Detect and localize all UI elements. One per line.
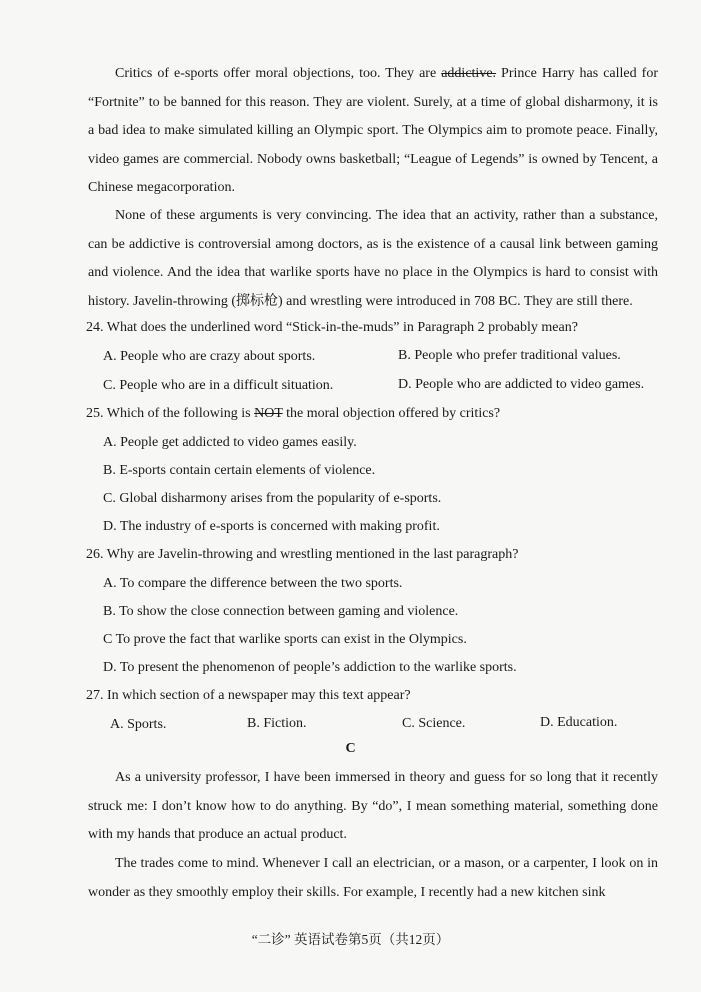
question-26-stem: 26. Why are Javelin-throwing and wrestling mentioned in the last paragraph? [86,547,519,562]
question-24-stem: 24. What does the underlined word “Stick-in-the-muds” in Paragraph 2 probably mean? [86,320,578,335]
q25-option-a: A. People get addicted to video games easily. [103,435,357,450]
q25-option-b: B. E-sports contain certain elements of violence. [103,463,376,478]
q24-option-d: D. People who are addicted to video games. [398,377,645,392]
q24-option-a: A. People who are crazy about sports. [103,349,316,364]
paragraph-text: Prince Harry has called for “Fortnite” to be banned for this reason. They are violent. Surely, at a time of global disharmony, it is a bad idea to make simulated killing an Olympic sport. The Olympics aim to promote peace. Finally, video games are commercial. Nobody owns basketball; “League of Legends” is owned by Tencent, a Chinese megacorporation. [88,66,658,196]
struck-word: NOT [254,406,283,421]
q25-option-d: D. The industry of e-sports is concerned with making profit. [103,519,440,534]
q27-option-d: D. Education. [540,715,618,730]
question-27-stem: 27. In which section of a newspaper may this text appear? [86,688,411,703]
stem-text: 25. Which of the following is [86,406,255,421]
passage-paragraph-1 [88,60,658,203]
paragraph-text: Critics of e-sports offer moral objections, too. They are [115,66,442,81]
section-c-paragraph-2: The trades come to mind. Whenever I call an electrician, or a mason, or a carpenter, I look on in wonder as they smoothly employ their skills. For example, I recently had a new kitchen sink [88,856,658,900]
q25-option-c: C. Global disharmony arises from the popularity of e-sports. [103,491,442,506]
q24-option-b: B. People who prefer traditional values. [398,348,621,363]
q26-option-c: C To prove the fact that warlike sports can exist in the Olympics. [103,632,467,647]
q27-option-c: C. Science. [402,716,466,731]
q27-option-b: B. Fiction. [247,716,307,731]
question-25-stem [86,404,686,424]
q26-option-a: A. To compare the difference between the two sports. [103,576,403,591]
q26-option-b: B. To show the close connection between gaming and violence. [103,604,459,619]
section-c-heading: C [345,741,356,756]
section-c-paragraph-1: As a university professor, I have been immersed in theory and guess for so long that it recently struck me: I don’t know how to do anything. By “do”, I mean something material, something done with my hands that produce an actual product. [88,770,658,843]
stem-text: the moral objection offered by critics? [282,406,501,421]
struck-word: addictive. [441,66,497,81]
passage-paragraph-2: None of these arguments is very convincing. The idea that an activity, rather than a substance, can be addictive is controversial among doctors, as is the existence of a causal link between gaming and violence. And the idea that warlike sports have no place in the Olympics is hard to consist with history. Javelin-throwing (掷标枪) and wrestling were introduced in 708 BC. They are still there. [88,208,658,309]
q26-option-d: D. To present the phenomenon of people’s addiction to the warlike sports. [103,660,517,675]
page-footer: “二诊” 英语试卷第5页（共12页） [251,932,450,947]
q27-option-a: A. Sports. [110,717,167,732]
q24-option-c: C. People who are in a difficult situation. [103,378,334,393]
